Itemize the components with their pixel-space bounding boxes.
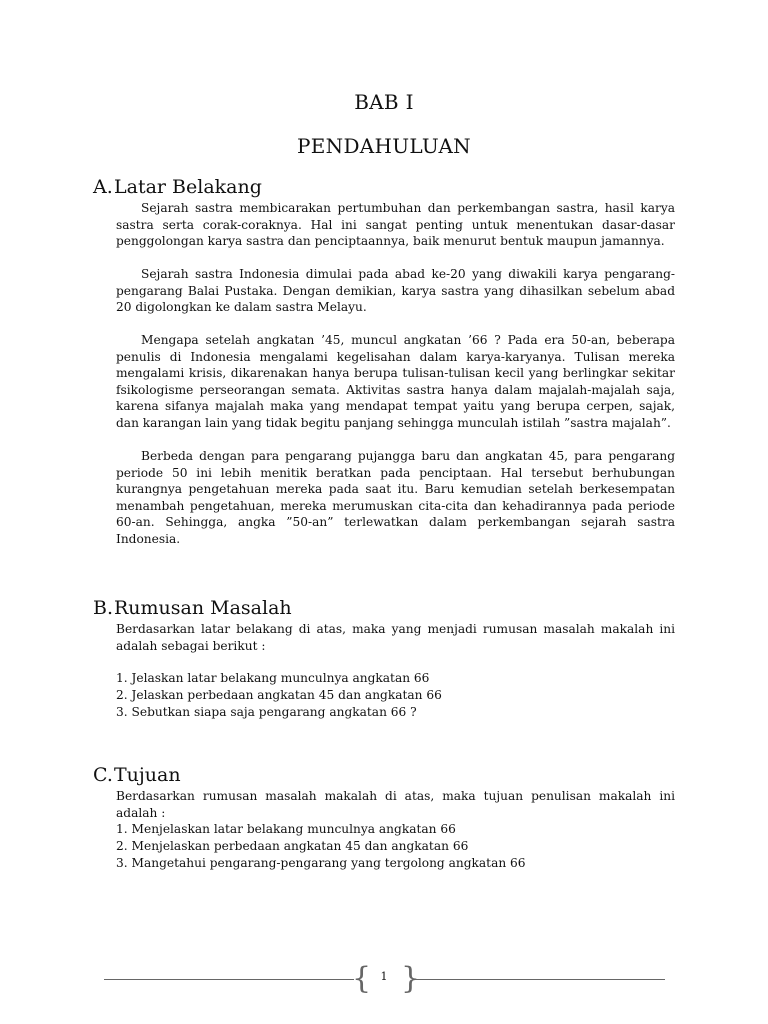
list-item: 2. Jelaskan perbedaan angkatan 45 dan angkatan 66 xyxy=(116,688,442,702)
section-b-intro: Berdasarkan latar belakang di atas, maka yang menjadi rumusan masalah makalah ini adalah sebagai berikut : xyxy=(116,622,675,653)
footer-rule-left xyxy=(104,979,354,980)
section-c-letter: C. xyxy=(93,764,113,786)
section-b-list xyxy=(116,670,675,721)
section-b-letter: B. xyxy=(93,597,114,619)
section-c-list xyxy=(116,821,675,872)
section-a-paragraph-1: Sejarah sastra membicarakan pertumbuhan dan perkembangan sastra, hasil karya sastra serta corak-coraknya. Hal ini sangat penting untuk menentukan dasar-dasar penggolongan karya sastra dan penciptaannya, baik menurut bentuk maupun jamannya. xyxy=(116,201,675,248)
section-c-intro: Berdasarkan rumusan masalah makalah di atas, maka tujuan penulisan makalah ini adalah : xyxy=(116,789,675,820)
section-b-heading xyxy=(93,597,292,619)
list-item: 2. Menjelaskan perbedaan angkatan 45 dan angkatan 66 xyxy=(116,839,469,853)
chapter-title: BAB I xyxy=(354,90,414,114)
footer-rule-right xyxy=(414,979,665,980)
section-a-paragraph-3: Mengapa setelah angkatan ’45, muncul angkatan ’66 ? Pada era 50-an, beberapa penulis di Indonesia mengalami kegelisahan dalam karya-karyanya. Tulisan mereka mengalami krisis, dikarenakan hanya berupa tulisan-tulisan kecil yang berlingkar sekitar fsikologisme perseorangan semata. Aktivitas sastra hanya dalam majalah-majalah saja, karena sifanya majalah maka yang mendapat tempat yaitu yang berupa cerpen, sajak, dan karangan lain yang tidak begitu panjang sehingga munculah istilah ”sastra majalah”. xyxy=(116,333,675,430)
footer-left-brace-icon: { xyxy=(352,961,372,996)
section-c-title: Tujuan xyxy=(114,764,181,786)
section-c-heading xyxy=(93,764,181,786)
list-item: 3. Mangetahui pengarang-pengarang yang tergolong angkatan 66 xyxy=(116,856,526,870)
section-a-paragraph-2: Sejarah sastra Indonesia dimulai pada abad ke-20 yang diwakili karya pengarang-pengarang Balai Pustaka. Dengan demikian, karya sastra yang dihasilkan sebelum abad 20 digolongkan ke dalam sastra Melayu. xyxy=(116,267,675,314)
section-b-title: Rumusan Masalah xyxy=(114,597,292,619)
footer-right-brace-icon: } xyxy=(401,961,421,996)
section-a-heading xyxy=(93,176,262,198)
page-number: 1 xyxy=(380,970,388,983)
section-a-title: Latar Belakang xyxy=(114,176,262,198)
section-a-letter: A. xyxy=(93,176,113,198)
list-item: 1. Menjelaskan latar belakang munculnya angkatan 66 xyxy=(116,822,456,836)
list-item: 1. Jelaskan latar belakang munculnya angkatan 66 xyxy=(116,671,430,685)
section-a-paragraph-4: Berbeda dengan para pengarang pujangga baru dan angkatan 45, para pengarang periode 50 ini lebih menitik beratkan pada penciptaan. Hal tersebut berhubungan kurangnya pengetahuan mereka pada saat itu. Baru kemudian setelah berkesempatan menambah pengetahuan, mereka merumuskan cita-cita dan kehadirannya pada periode 60-an. Sehingga, angka ”50-an” terlewatkan dalam perkembangan sejarah sastra Indonesia. xyxy=(116,449,675,546)
chapter-subtitle: PENDAHULUAN xyxy=(296,134,471,158)
list-item: 3. Sebutkan siapa saja pengarang angkatan 66 ? xyxy=(116,705,417,719)
